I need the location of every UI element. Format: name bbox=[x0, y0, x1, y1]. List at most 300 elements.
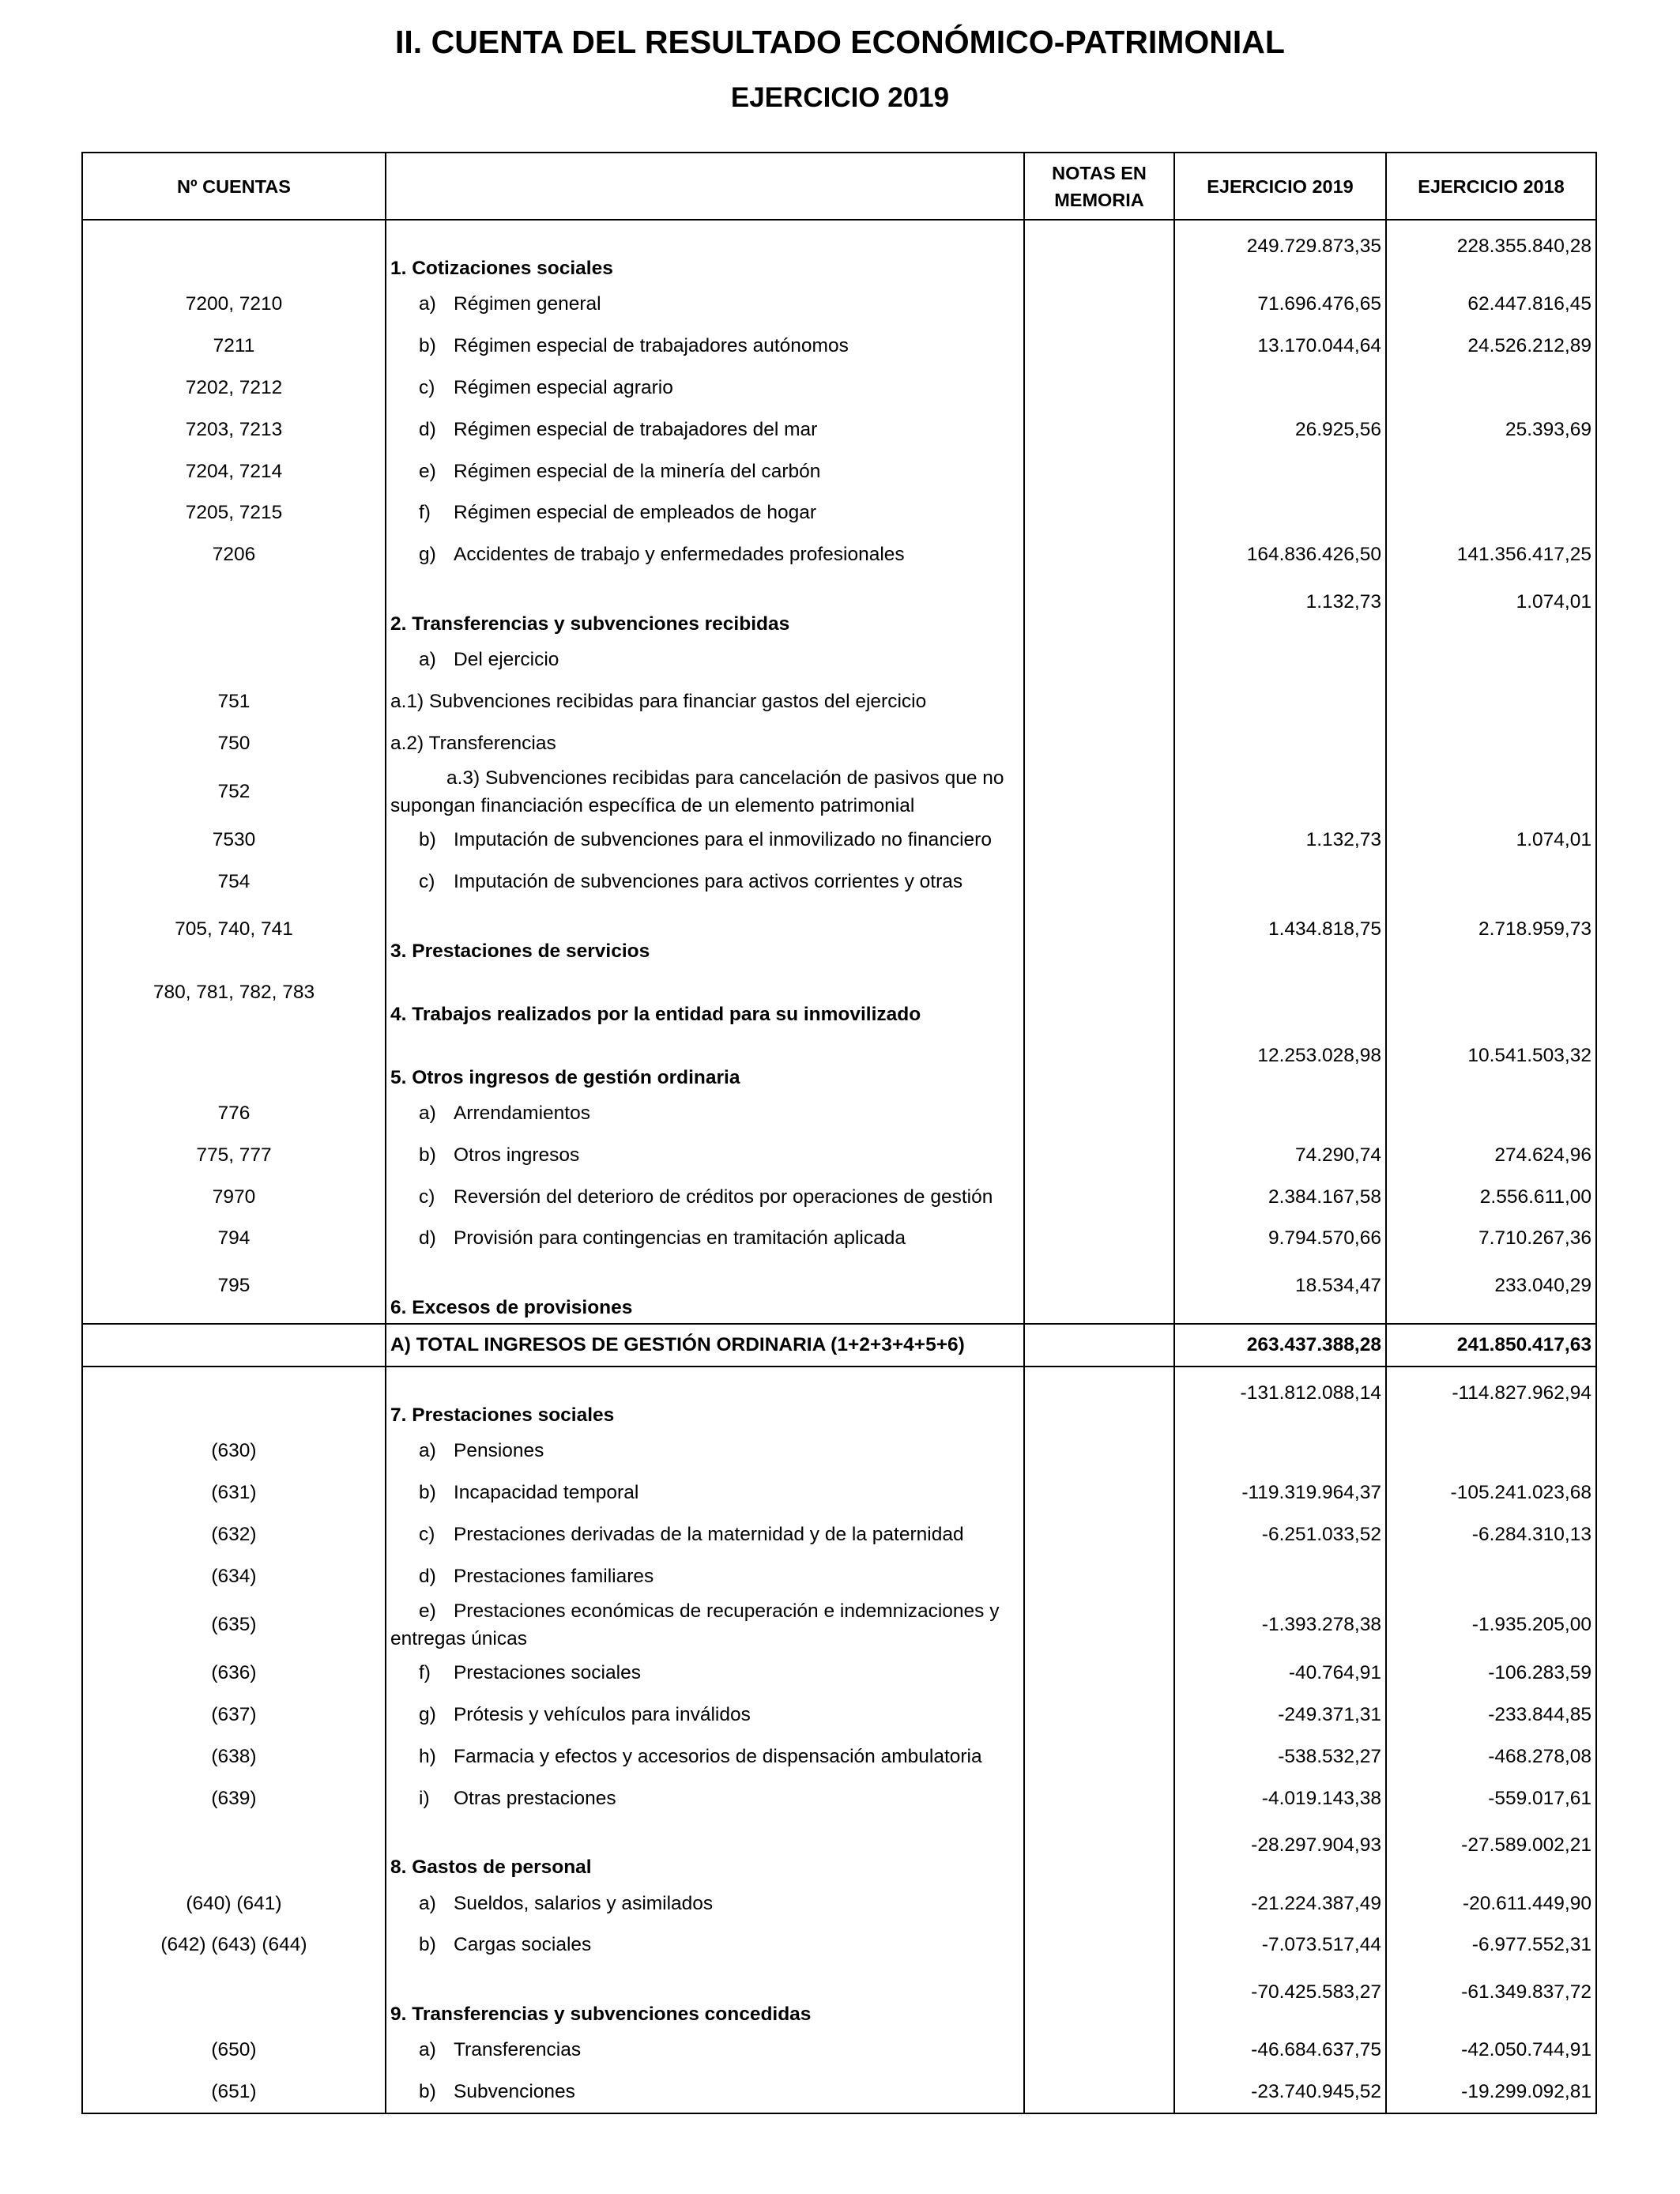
notes-cell bbox=[1024, 861, 1174, 903]
account-cell: 751 bbox=[82, 680, 386, 722]
concept-cell bbox=[386, 2071, 1024, 2114]
notes-cell bbox=[1024, 409, 1174, 450]
notes-cell bbox=[1024, 450, 1174, 492]
notes-cell bbox=[1024, 1966, 1174, 2030]
notes-cell bbox=[1024, 368, 1174, 409]
concept-cell bbox=[386, 1777, 1024, 1819]
value-2019-cell: -28.297.904,93 bbox=[1174, 1819, 1386, 1883]
table-row bbox=[82, 639, 1596, 681]
item-letter: c) bbox=[419, 1523, 435, 1545]
total-2019: 263.437.388,28 bbox=[1174, 1324, 1386, 1367]
notes-cell bbox=[1024, 722, 1174, 764]
notes-cell bbox=[1024, 1555, 1174, 1597]
notes-cell bbox=[1024, 1819, 1174, 1883]
notes-cell bbox=[1024, 1597, 1174, 1653]
concept-cell bbox=[386, 861, 1024, 903]
value-2019-cell: 74.290,74 bbox=[1174, 1134, 1386, 1176]
item-letter: b) bbox=[419, 2080, 436, 2102]
notes-cell bbox=[1024, 903, 1174, 967]
value-2018-cell: 25.393,69 bbox=[1386, 409, 1596, 450]
item-text: Arrendamientos bbox=[454, 1102, 590, 1124]
value-2018-cell: -468.278,08 bbox=[1386, 1736, 1596, 1778]
item-letter: b) bbox=[419, 1481, 436, 1503]
account-cell: 750 bbox=[82, 722, 386, 764]
notes-cell bbox=[1024, 1431, 1174, 1472]
item-letter: b) bbox=[419, 335, 436, 357]
account-cell bbox=[82, 1367, 386, 1431]
item-letter: b) bbox=[419, 829, 436, 851]
table-row bbox=[82, 220, 1596, 284]
item-text: Farmacia y efectos y accesorios de dispensación ambulatoria bbox=[454, 1745, 982, 1767]
value-2019-cell: -119.319.964,37 bbox=[1174, 1472, 1386, 1514]
value-2019-cell: 1.434.818,75 bbox=[1174, 903, 1386, 967]
item-text: Cargas sociales bbox=[454, 1934, 592, 1956]
table-row bbox=[82, 1736, 1596, 1778]
value-2019-cell bbox=[1174, 1555, 1386, 1597]
value-2019-cell: 1.132,73 bbox=[1174, 820, 1386, 861]
concept-cell bbox=[386, 1695, 1024, 1736]
value-2019-cell bbox=[1174, 492, 1386, 534]
item-text: Reversión del deterioro de créditos por operaciones de gestión bbox=[454, 1186, 993, 1208]
item-letter: f) bbox=[419, 1662, 431, 1684]
value-2018-cell: -19.299.092,81 bbox=[1386, 2071, 1596, 2114]
concept-cell bbox=[386, 1472, 1024, 1514]
item-letter: d) bbox=[419, 418, 436, 440]
account-cell: (631) bbox=[82, 1472, 386, 1514]
notes-cell bbox=[1024, 1472, 1174, 1514]
item-letter: c) bbox=[419, 376, 435, 398]
notes-cell bbox=[1024, 1883, 1174, 1924]
item-letter: b) bbox=[419, 1144, 436, 1166]
notes-cell bbox=[1024, 1695, 1174, 1736]
concept-cell: 6. Excesos de provisiones bbox=[386, 1260, 1024, 1324]
item-letter: a) bbox=[419, 648, 436, 670]
value-2019-cell: 9.794.570,66 bbox=[1174, 1218, 1386, 1260]
account-cell: (639) bbox=[82, 1777, 386, 1819]
table-row bbox=[82, 1695, 1596, 1736]
concept-cell: 8. Gastos de personal bbox=[386, 1819, 1024, 1883]
account-cell: 752 bbox=[82, 764, 386, 820]
concept-cell: 2. Transferencias y subvenciones recibidas bbox=[386, 576, 1024, 639]
value-2019-cell: 13.170.044,64 bbox=[1174, 326, 1386, 368]
value-2019-cell: -1.393.278,38 bbox=[1174, 1597, 1386, 1653]
item-letter: a) bbox=[419, 1892, 436, 1914]
table-row bbox=[82, 284, 1596, 326]
account-cell: (638) bbox=[82, 1736, 386, 1778]
account-cell: 7205, 7215 bbox=[82, 492, 386, 534]
table-row bbox=[82, 1472, 1596, 1514]
value-2018-cell: 7.710.267,36 bbox=[1386, 1218, 1596, 1260]
table-row bbox=[82, 2071, 1596, 2114]
notes-cell bbox=[1024, 820, 1174, 861]
value-2018-cell: 24.526.212,89 bbox=[1386, 326, 1596, 368]
value-2019-cell: 2.384.167,58 bbox=[1174, 1176, 1386, 1218]
account-cell: 705, 740, 741 bbox=[82, 903, 386, 967]
value-2018-cell bbox=[1386, 1555, 1596, 1597]
item-text: Pensiones bbox=[454, 1440, 544, 1462]
total-row bbox=[82, 1324, 1596, 1367]
account-cell bbox=[82, 1030, 386, 1093]
value-2018-cell: 10.541.503,32 bbox=[1386, 1030, 1596, 1093]
table-row bbox=[82, 820, 1596, 861]
value-2018-cell bbox=[1386, 368, 1596, 409]
account-cell: 7204, 7214 bbox=[82, 450, 386, 492]
header-concepto bbox=[386, 153, 1024, 220]
concept-cell: a.3) Subvenciones recibidas para cancelación de pasivos que no supongan financiación específica de un elemento patrimonial bbox=[386, 764, 1024, 820]
value-2019-cell: -70.425.583,27 bbox=[1174, 1966, 1386, 2030]
item-text: Régimen especial de la minería del carbón bbox=[454, 460, 821, 482]
concept-cell bbox=[386, 1555, 1024, 1597]
value-2018-cell bbox=[1386, 1431, 1596, 1472]
account-cell: 7200, 7210 bbox=[82, 284, 386, 326]
value-2018-cell bbox=[1386, 722, 1596, 764]
value-2019-cell bbox=[1174, 1093, 1386, 1135]
concept-cell: 7. Prestaciones sociales bbox=[386, 1367, 1024, 1431]
account-cell: (635) bbox=[82, 1597, 386, 1653]
table-row bbox=[82, 326, 1596, 368]
concept-cell bbox=[386, 1653, 1024, 1695]
value-2019-cell bbox=[1174, 450, 1386, 492]
notes-cell bbox=[1024, 1514, 1174, 1555]
notes-cell bbox=[1024, 492, 1174, 534]
value-2018-cell: -27.589.002,21 bbox=[1386, 1819, 1596, 1883]
table-row bbox=[82, 1819, 1596, 1883]
account-cell: (630) bbox=[82, 1431, 386, 1472]
value-2018-cell bbox=[1386, 861, 1596, 903]
item-letter: d) bbox=[419, 1565, 436, 1587]
item-text: Régimen especial agrario bbox=[454, 376, 673, 398]
table-row bbox=[82, 576, 1596, 639]
item-text: Prestaciones familiares bbox=[454, 1565, 654, 1587]
concept-cell bbox=[386, 1093, 1024, 1135]
value-2019-cell bbox=[1174, 861, 1386, 903]
concept-cell: 3. Prestaciones de servicios bbox=[386, 903, 1024, 967]
value-2019-cell: 26.925,56 bbox=[1174, 409, 1386, 450]
value-2019-cell bbox=[1174, 764, 1386, 820]
item-letter: h) bbox=[419, 1745, 436, 1767]
notes-cell bbox=[1024, 639, 1174, 681]
concept-cell bbox=[386, 2030, 1024, 2071]
notes-cell bbox=[1024, 680, 1174, 722]
item-letter: a) bbox=[419, 1102, 436, 1124]
value-2019-cell: -40.764,91 bbox=[1174, 1653, 1386, 1695]
value-2018-cell bbox=[1386, 639, 1596, 681]
item-letter: f) bbox=[419, 502, 431, 524]
total-label: A) TOTAL INGRESOS DE GESTIÓN ORDINARIA (1+2+3+4+5+6) bbox=[386, 1324, 1024, 1367]
table-row bbox=[82, 722, 1596, 764]
value-2019-cell: 249.729.873,35 bbox=[1174, 220, 1386, 284]
value-2019-cell: -23.740.945,52 bbox=[1174, 2071, 1386, 2114]
notes-cell bbox=[1024, 2071, 1174, 2114]
item-text: Prestaciones derivadas de la maternidad y de la paternidad bbox=[454, 1523, 964, 1545]
value-2019-cell: 18.534,47 bbox=[1174, 1260, 1386, 1324]
table-row bbox=[82, 409, 1596, 450]
concept-cell bbox=[386, 492, 1024, 534]
table-row bbox=[82, 1260, 1596, 1324]
notes-cell bbox=[1024, 1653, 1174, 1695]
value-2018-cell bbox=[1386, 1093, 1596, 1135]
table-row bbox=[82, 450, 1596, 492]
account-cell: 754 bbox=[82, 861, 386, 903]
concept-cell bbox=[386, 326, 1024, 368]
item-text: Régimen especial de trabajadores autónomos bbox=[454, 335, 849, 357]
header-ejercicio-2019: EJERCICIO 2019 bbox=[1174, 153, 1386, 220]
notes-cell bbox=[1024, 1260, 1174, 1324]
concept-cell bbox=[386, 409, 1024, 450]
account-cell: (636) bbox=[82, 1653, 386, 1695]
item-text: Provisión para contingencias en tramitación aplicada bbox=[454, 1227, 906, 1250]
concept-cell: 9. Transferencias y subvenciones concedidas bbox=[386, 1966, 1024, 2030]
item-text: Accidentes de trabajo y enfermedades profesionales bbox=[454, 544, 905, 566]
table-row bbox=[82, 2030, 1596, 2071]
table-row bbox=[82, 368, 1596, 409]
item-letter: d) bbox=[419, 1227, 436, 1250]
table-row bbox=[82, 492, 1596, 534]
value-2019-cell: 1.132,73 bbox=[1174, 576, 1386, 639]
item-text: Transferencias bbox=[454, 2039, 582, 2061]
item-text: Del ejercicio bbox=[454, 648, 559, 670]
notes-cell bbox=[1024, 2030, 1174, 2071]
value-2018-cell: 62.447.816,45 bbox=[1386, 284, 1596, 326]
value-2018-cell: 1.074,01 bbox=[1386, 820, 1596, 861]
item-text: Subvenciones bbox=[454, 2080, 575, 2102]
item-text: Otras prestaciones bbox=[454, 1787, 616, 1809]
table-row bbox=[82, 1653, 1596, 1695]
account-cell: 780, 781, 782, 783 bbox=[82, 967, 386, 1030]
account-cell: (650) bbox=[82, 2030, 386, 2071]
notes-cell bbox=[1024, 220, 1174, 284]
account-cell: 795 bbox=[82, 1260, 386, 1324]
value-2019-cell: -538.532,27 bbox=[1174, 1736, 1386, 1778]
table-row bbox=[82, 1030, 1596, 1093]
concept-cell bbox=[386, 1883, 1024, 1924]
value-2019-cell: -4.019.143,38 bbox=[1174, 1777, 1386, 1819]
concept-cell: a.1) Subvenciones recibidas para financiar gastos del ejercicio bbox=[386, 680, 1024, 722]
value-2019-cell: -7.073.517,44 bbox=[1174, 1924, 1386, 1966]
header-notas: NOTAS EN MEMORIA bbox=[1024, 153, 1174, 220]
account-cell: 775, 777 bbox=[82, 1134, 386, 1176]
table-row bbox=[82, 680, 1596, 722]
table-row bbox=[82, 861, 1596, 903]
item-text: Prestaciones económicas de recuperación e indemnizaciones y entregas únicas bbox=[390, 1600, 1000, 1649]
value-2018-cell: 1.074,01 bbox=[1386, 576, 1596, 639]
item-text: Incapacidad temporal bbox=[454, 1481, 639, 1503]
notes-cell bbox=[1024, 534, 1174, 576]
value-2018-cell: 233.040,29 bbox=[1386, 1260, 1596, 1324]
value-2018-cell: -106.283,59 bbox=[1386, 1653, 1596, 1695]
table-row bbox=[82, 903, 1596, 967]
table-row bbox=[82, 1597, 1596, 1653]
notes-cell bbox=[1024, 576, 1174, 639]
account-cell: 776 bbox=[82, 1093, 386, 1135]
table-row bbox=[82, 1514, 1596, 1555]
results-table bbox=[81, 152, 1597, 2114]
concept-cell bbox=[386, 639, 1024, 681]
table-row bbox=[82, 1431, 1596, 1472]
concept-cell bbox=[386, 1924, 1024, 1966]
item-letter: b) bbox=[419, 1934, 436, 1956]
notes-cell bbox=[1024, 1777, 1174, 1819]
concept-cell bbox=[386, 1176, 1024, 1218]
value-2018-cell: -1.935.205,00 bbox=[1386, 1597, 1596, 1653]
table-row bbox=[82, 1777, 1596, 1819]
notes-cell bbox=[1024, 1093, 1174, 1135]
account-cell bbox=[82, 1819, 386, 1883]
table-row bbox=[82, 1883, 1596, 1924]
concept-cell bbox=[386, 1134, 1024, 1176]
table-row bbox=[82, 1093, 1596, 1135]
table-row bbox=[82, 1367, 1596, 1431]
notes-cell bbox=[1024, 764, 1174, 820]
account-cell bbox=[82, 576, 386, 639]
account-cell: 7202, 7212 bbox=[82, 368, 386, 409]
concept-cell bbox=[386, 1597, 1024, 1653]
value-2019-cell: 12.253.028,98 bbox=[1174, 1030, 1386, 1093]
account-cell: (651) bbox=[82, 2071, 386, 2114]
value-2019-cell: -131.812.088,14 bbox=[1174, 1367, 1386, 1431]
value-2019-cell: 164.836.426,50 bbox=[1174, 534, 1386, 576]
table-row bbox=[82, 1218, 1596, 1260]
item-letter: g) bbox=[419, 1704, 436, 1726]
item-letter: e) bbox=[419, 1600, 436, 1622]
value-2018-cell: -20.611.449,90 bbox=[1386, 1883, 1596, 1924]
value-2018-cell bbox=[1386, 967, 1596, 1030]
value-2019-cell: -46.684.637,75 bbox=[1174, 2030, 1386, 2071]
account-cell: 7203, 7213 bbox=[82, 409, 386, 450]
value-2018-cell: -61.349.837,72 bbox=[1386, 1966, 1596, 2030]
account-cell: (634) bbox=[82, 1555, 386, 1597]
table-header-row bbox=[82, 153, 1596, 220]
value-2019-cell: -21.224.387,49 bbox=[1174, 1883, 1386, 1924]
value-2018-cell: 2.718.959,73 bbox=[1386, 903, 1596, 967]
account-cell: (637) bbox=[82, 1695, 386, 1736]
table-row bbox=[82, 967, 1596, 1030]
value-2018-cell: -105.241.023,68 bbox=[1386, 1472, 1596, 1514]
item-letter: a) bbox=[419, 293, 436, 315]
notes-cell bbox=[1024, 326, 1174, 368]
account-cell bbox=[82, 1966, 386, 2030]
concept-cell bbox=[386, 820, 1024, 861]
item-text: Prestaciones sociales bbox=[454, 1662, 641, 1684]
value-2018-cell: -559.017,61 bbox=[1386, 1777, 1596, 1819]
notes-cell bbox=[1024, 1736, 1174, 1778]
item-letter: i) bbox=[419, 1787, 430, 1809]
value-2019-cell: -6.251.033,52 bbox=[1174, 1514, 1386, 1555]
page-subtitle: EJERCICIO 2019 bbox=[730, 82, 950, 113]
item-text: Régimen especial de trabajadores del mar bbox=[454, 418, 818, 440]
table-row bbox=[82, 764, 1596, 820]
concept-cell bbox=[386, 1431, 1024, 1472]
account-cell: (632) bbox=[82, 1514, 386, 1555]
concept-cell bbox=[386, 1736, 1024, 1778]
value-2018-cell: -42.050.744,91 bbox=[1386, 2030, 1596, 2071]
account-cell bbox=[82, 639, 386, 681]
concept-cell bbox=[386, 534, 1024, 576]
value-2018-cell bbox=[1386, 492, 1596, 534]
table-row bbox=[82, 1176, 1596, 1218]
header-ejercicio-2018: EJERCICIO 2018 bbox=[1386, 153, 1596, 220]
value-2018-cell: -233.844,85 bbox=[1386, 1695, 1596, 1736]
item-letter: c) bbox=[419, 1186, 435, 1208]
account-cell: 7211 bbox=[82, 326, 386, 368]
item-text: Sueldos, salarios y asimilados bbox=[454, 1892, 714, 1914]
concept-cell bbox=[386, 284, 1024, 326]
concept-cell: a.2) Transferencias bbox=[386, 722, 1024, 764]
value-2018-cell: 2.556.611,00 bbox=[1386, 1176, 1596, 1218]
value-2019-cell bbox=[1174, 639, 1386, 681]
concept-cell bbox=[386, 1218, 1024, 1260]
concept-cell: 5. Otros ingresos de gestión ordinaria bbox=[386, 1030, 1024, 1093]
value-2019-cell bbox=[1174, 722, 1386, 764]
concept-cell: 4. Trabajos realizados por la entidad para su inmovilizado bbox=[386, 967, 1024, 1030]
account-cell: (642) (643) (644) bbox=[82, 1924, 386, 1966]
value-2019-cell: 71.696.476,65 bbox=[1174, 284, 1386, 326]
concept-cell: 1. Cotizaciones sociales bbox=[386, 220, 1024, 284]
account-cell: 7970 bbox=[82, 1176, 386, 1218]
account-cell: 7206 bbox=[82, 534, 386, 576]
value-2019-cell: -249.371,31 bbox=[1174, 1695, 1386, 1736]
item-text: Prótesis y vehículos para inválidos bbox=[454, 1704, 751, 1726]
account-cell: 794 bbox=[82, 1218, 386, 1260]
notes-cell bbox=[1024, 1176, 1174, 1218]
value-2018-cell: 274.624,96 bbox=[1386, 1134, 1596, 1176]
item-letter: c) bbox=[419, 871, 435, 893]
value-2019-cell bbox=[1174, 967, 1386, 1030]
account-cell bbox=[82, 220, 386, 284]
notes-cell bbox=[1024, 1324, 1174, 1367]
item-text: Otros ingresos bbox=[454, 1144, 580, 1166]
table-row bbox=[82, 1966, 1596, 2030]
item-letter: e) bbox=[419, 460, 436, 482]
concept-cell bbox=[386, 1514, 1024, 1555]
item-letter: a) bbox=[419, 2039, 436, 2061]
notes-cell bbox=[1024, 284, 1174, 326]
value-2018-cell: 141.356.417,25 bbox=[1386, 534, 1596, 576]
concept-cell bbox=[386, 450, 1024, 492]
value-2018-cell bbox=[1386, 450, 1596, 492]
table-row bbox=[82, 534, 1596, 576]
table-row bbox=[82, 1924, 1596, 1966]
notes-cell bbox=[1024, 967, 1174, 1030]
notes-cell bbox=[1024, 1218, 1174, 1260]
total-2018: 241.850.417,63 bbox=[1386, 1324, 1596, 1367]
value-2018-cell bbox=[1386, 680, 1596, 722]
item-text: Imputación de subvenciones para el inmovilizado no financiero bbox=[454, 829, 992, 851]
value-2018-cell: -6.284.310,13 bbox=[1386, 1514, 1596, 1555]
concept-cell bbox=[386, 368, 1024, 409]
notes-cell bbox=[1024, 1134, 1174, 1176]
notes-cell bbox=[1024, 1367, 1174, 1431]
account-cell bbox=[82, 1324, 386, 1367]
notes-cell bbox=[1024, 1030, 1174, 1093]
account-cell: 7530 bbox=[82, 820, 386, 861]
value-2019-cell bbox=[1174, 1431, 1386, 1472]
header-cuentas: Nº CUENTAS bbox=[82, 153, 386, 220]
value-2019-cell bbox=[1174, 368, 1386, 409]
item-letter: g) bbox=[419, 544, 436, 566]
item-text: Imputación de subvenciones para activos corrientes y otras bbox=[454, 871, 963, 893]
account-cell: (640) (641) bbox=[82, 1883, 386, 1924]
value-2018-cell: -114.827.962,94 bbox=[1386, 1367, 1596, 1431]
value-2018-cell: 228.355.840,28 bbox=[1386, 220, 1596, 284]
table-row bbox=[82, 1134, 1596, 1176]
item-text: Régimen especial de empleados de hogar bbox=[454, 502, 816, 524]
item-text: Régimen general bbox=[454, 293, 601, 315]
item-letter: a) bbox=[419, 1440, 436, 1462]
value-2018-cell bbox=[1386, 764, 1596, 820]
page-title: II. CUENTA DEL RESULTADO ECONÓMICO-PATRIMONIAL bbox=[395, 24, 1285, 60]
value-2018-cell: -6.977.552,31 bbox=[1386, 1924, 1596, 1966]
